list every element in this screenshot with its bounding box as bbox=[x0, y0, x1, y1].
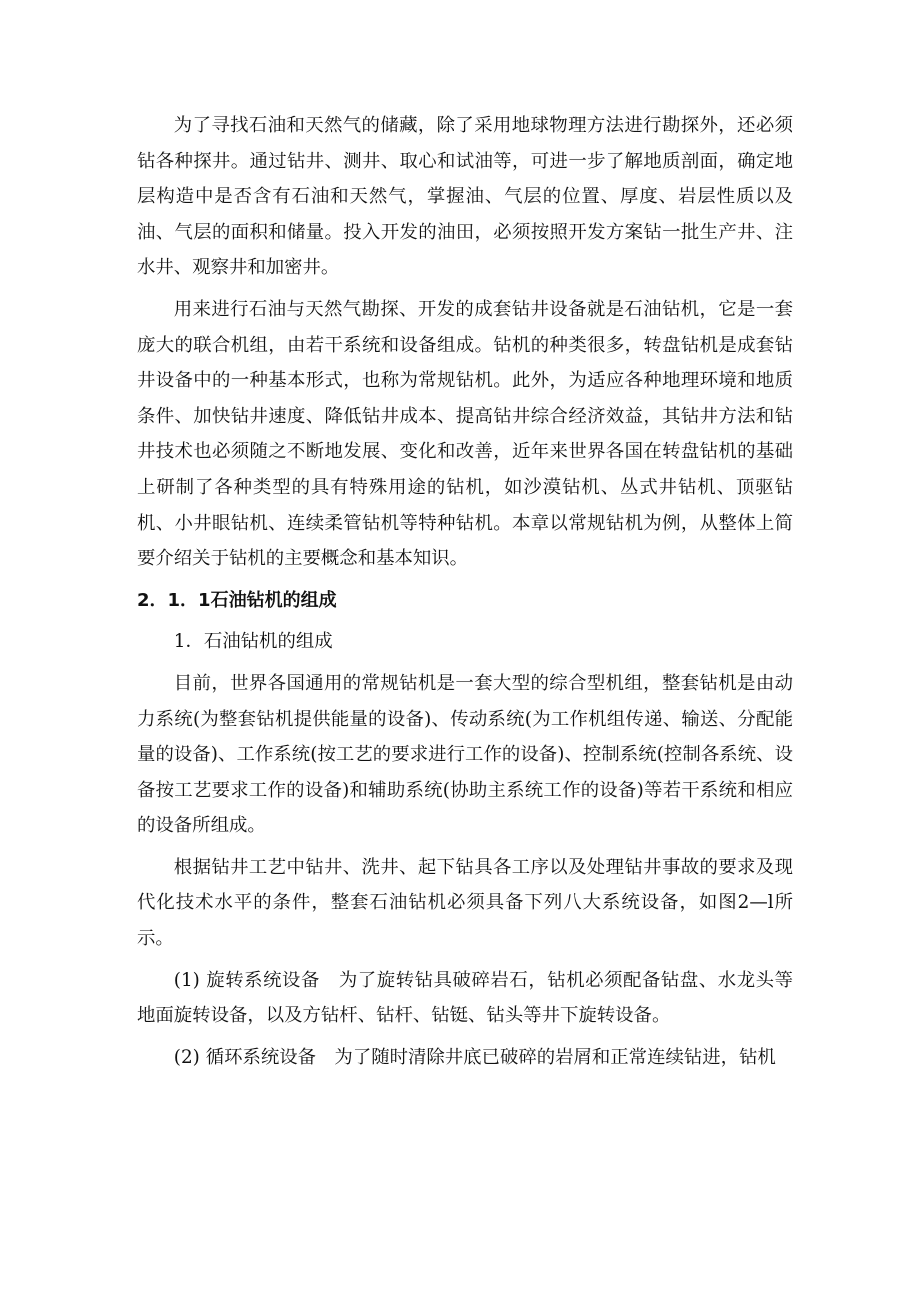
document-body bbox=[137, 108, 793, 1081]
paragraph-exploration-wells: 为了寻找石油和天然气的储藏，除了采用地球物理方法进行勘探外，还必须钻各种探井。通过钻井、测井、取心和试油等，可进一步了解地质剖面，确定地层构造中是否含有石油和天然气，掌握油、气层的位置、厚度、岩层性质以及油、气层的面积和储量。投入开发的油田，必须按照开发方案钻一批生产井、注水井、观察井和加密井。 bbox=[137, 115, 793, 279]
paragraph-drilling-rig-overview: 用来进行石油与天然气勘探、开发的成套钻井设备就是石油钻机，它是一套庞大的联合机组，由若干系统和设备组成。钻机的种类很多，转盘钻机是成套钻井设备中的一种基本形式，也称为常规钻机。此外，为适应各种地理环境和地质条件、加快钻井速度、降低钻井成本、提高钻井综合经济效益，其钻井方法和钻井技术也必须随之不断地发展、变化和改善，近年来世界各国在转盘钻机的基础上研制了各种类型的具有特殊用途的钻机，如沙漠钻机、丛式井钻机、顶驱钻机、小井眼钻机、连续柔管钻机等特种钻机。本章以常规钻机为例，从整体上简要介绍关于钻机的主要概念和基本知识。 bbox=[137, 298, 793, 570]
paragraph-rotating-system: (1) 旋转系统设备 为了旋转钻具破碎岩石，钻机必须配备钻盘、水龙头等地面旋转设备，以及方钻杆、钻杆、钻铤、钻头等井下旋转设备。 bbox=[137, 969, 793, 1027]
section-heading: 2．1．1石油钻机的组成 bbox=[137, 589, 337, 611]
paragraph-circulating-system: (2) 循环系统设备 为了随时清除井底已破碎的岩屑和正常连续钻进，钻机 bbox=[173, 1046, 776, 1068]
subheading: 1．石油钻机的组成 bbox=[173, 631, 333, 653]
paragraph-rig-composition: 目前，世界各国通用的常规钻机是一套大型的综合型机组，整套钻机是由动力系统(为整套钻机提供能量的设备)、传动系统(为工作机组传递、输送、分配能量的设备)、工作系统(按工艺的要求进行工作的设备)、控制系统(控制各系统、设备按工艺要求工作的设备)和辅助系统(协助主系统工作的设备)等若干系统和相应的设备所组成。 bbox=[137, 672, 793, 837]
paragraph-eight-systems: 根据钻井工艺中钻井、洗井、起下钻具各工序以及处理钻井事故的要求及现代化技术水平的条件，整套石油钻机必须具备下列八大系统设备，如图2—l所示。 bbox=[137, 856, 793, 950]
